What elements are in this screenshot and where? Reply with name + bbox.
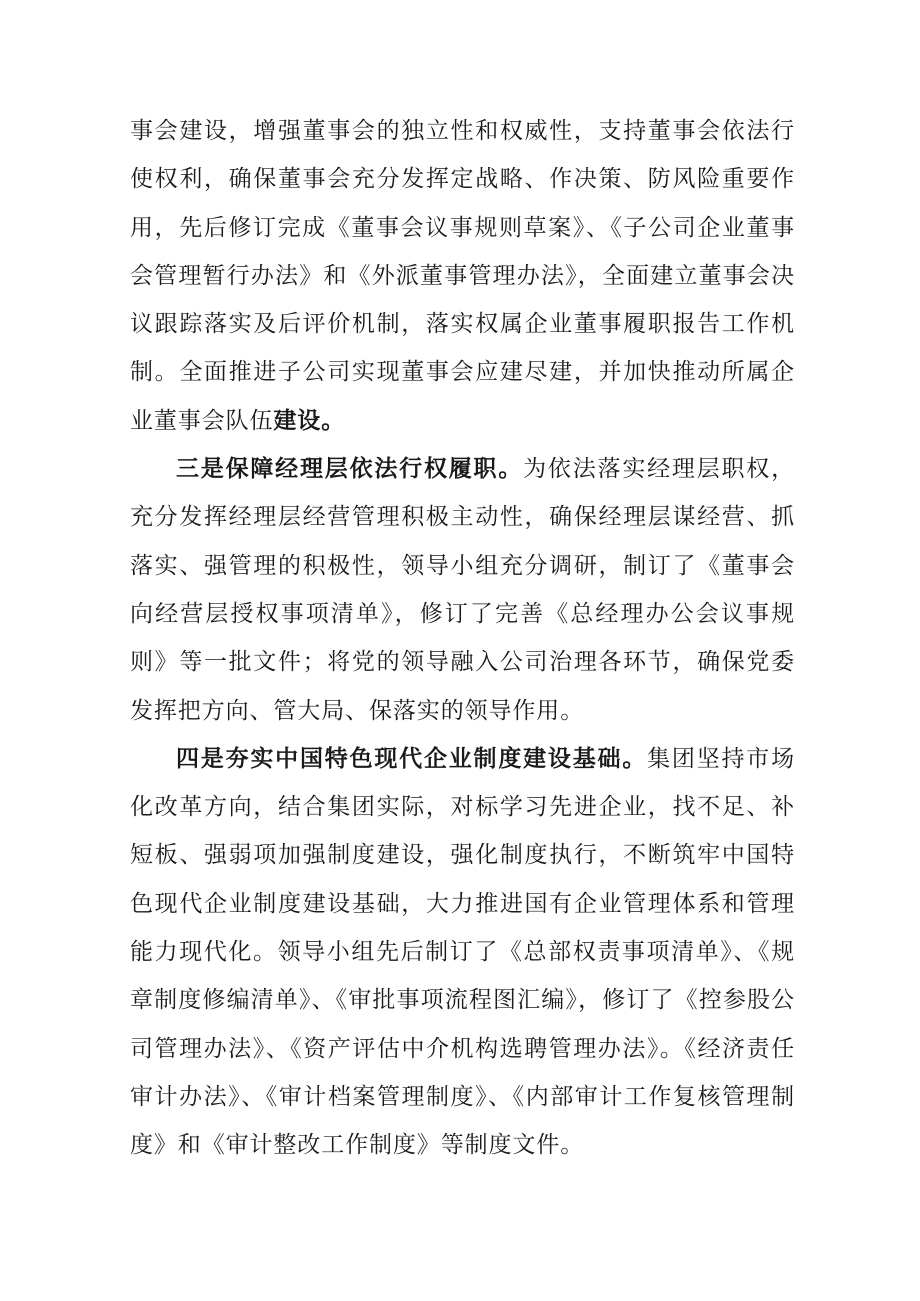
paragraph-management-rights bbox=[130, 445, 795, 735]
paragraph-tail-bold: 建设。 bbox=[273, 407, 346, 434]
paragraph-body: 为依法落实经理层职权，充分发挥经理层经营管理积极主动性，确保经理层谋经营、抓落实、强管理的积极性，领导小组充分调研，制订了《董事会向经营层授权事项清单》，修订了完善《总经理办公会议事规则》等一批文件；将党的领导融入公司治理各环节，确保党委发挥把方向、管大局、保落实的领导作用。 bbox=[130, 456, 795, 724]
paragraph-heading-bold: 四是夯实中国特色现代企业制度建设基础。 bbox=[176, 745, 648, 772]
paragraph-enterprise-system bbox=[130, 735, 795, 1170]
document-page bbox=[130, 107, 795, 1170]
paragraph-body: 事会建设，增强董事会的独立性和权威性，支持董事会依法行使权利，确保董事会充分发挥定战略、作决策、防风险重要作用，先后修订完成《董事会议事规则草案》、《子公司企业董事会管理暂行办法》和《外派董事管理办法》，全面建立董事会决议跟踪落实及后评价机制，落实权属企业董事履职报告工作机制。全面推进子公司实现董事会应建尽建，并加快推动所属企业董事会队伍 bbox=[130, 118, 795, 434]
paragraph-board-construction bbox=[130, 107, 795, 445]
paragraph-heading-bold: 三是保障经理层依法行权履职。 bbox=[176, 456, 524, 483]
paragraph-body: 集团坚持市场化改革方向，结合集团实际，对标学习先进企业，找不足、补短板、强弱项加强制度建设，强化制度执行，不断筑牢中国特色现代企业制度建设基础，大力推进国有企业管理体系和管理能力现代化。领导小组先后制订了《总部权责事项清单》、《规章制度修编清单》、《审批事项流程图汇编》，修订了《控参股公司管理办法》、《资产评估中介机构选聘管理办法》。《经济责任审计办法》、《审计档案管理制度》、《内部审计工作复核管理制度》和《审计整改工作制度》等制度文件。 bbox=[130, 745, 795, 1159]
